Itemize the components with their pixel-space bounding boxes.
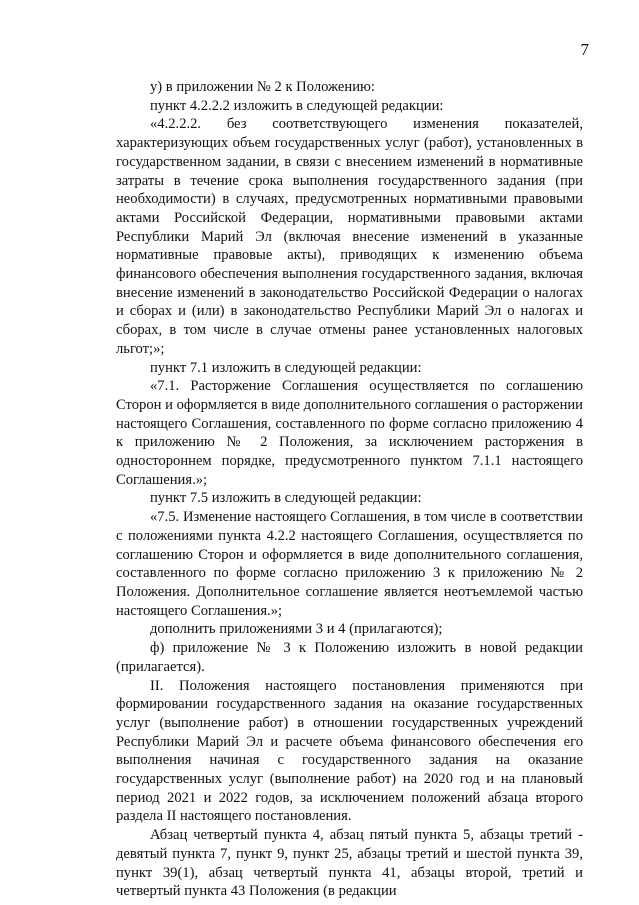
paragraph-item-7-1-text: «7.1. Расторжение Соглашения осуществляется по соглашению Сторон и оформляется в виде дополнительного соглашения о расторжении настоящего Соглашения, составленного по форме согласно приложению 4 к приложению № 2 Положения, за исключением расторжения в одностороннем порядке, предусмотренного пунктом 7.1.1 настоящего Соглашения.»; [116,378,583,488]
document-body [116,78,583,901]
paragraph-add-appendices: дополнить приложениями 3 и 4 (прилагаются); [150,621,443,638]
page-number: 7 [580,40,589,59]
paragraph-paragraphs-list: Абзац четвертый пункта 4, абзац пятый пункта 5, абзацы третий - девятый пункта 7, пункт 9, пункт 25, абзацы третий и шестой пункта 39, пункт 39(1), абзац четвертый пункта 41, абзацы второй, третий и четвертый пункта 43 Положения (в редакции [116,827,583,900]
paragraph-item-7-5-intro: пункт 7.5 изложить в следующей редакции: [150,490,422,507]
paragraph-section-ii: II. Положения настоящего постановления применяются при формировании государственного задания на оказание государственных услуг (выполнение работ) в отношении государственных учреждений Республики Марий Эл и расчете объема финансового обеспечения его выполнения начиная с государственного задания на оказание государственных услуг (выполнение работ) на 2020 год и на плановый период 2021 и 2022 годов, за исключением положений абзаца второго раздела II настоящего постановления. [116,677,583,825]
paragraph-item-4-2-2-2-intro: пункт 4.2.2.2 изложить в следующей редакции: [150,97,444,114]
paragraph-item-7-5-text: «7.5. Изменение настоящего Соглашения, в том числе в соответствии с положениями пункта 4.2.2 настоящего Соглашения, осуществляется по соглашению Сторон и оформляется в виде дополнительного соглашения, составленного по форме согласно приложению 3 к приложению № 2 Положения. Дополнительное соглашение является неотъемлемой частью настоящего Соглашения.»; [116,509,583,619]
paragraph-item-4-2-2-2-text: «4.2.2.2. без соответствующего изменения показателей, характеризующих объем государственных услуг (работ), установленных в государственном задании, в связи с внесением изменений в нормативные затраты в течение срока выполнения государственного задания (при необходимости) в случаях, предусмотренных нормативными правовыми актами Российской Федерации, нормативными правовыми актами Республики Марий Эл (включая внесение изменений в указанные нормативные правовые акты), приводящих к изменению объема финансового обеспечения выполнения государственного задания, включая внесение изменений в законодательство Российской Федерации о налогах и сборах и (или) в законодательство Республики Марий Эл о налогах и сборах, в том числе в случае отмены ранее установленных налоговых льгот;»; [116,116,583,357]
paragraph-appendix-3-new-edition: ф) приложение № 3 к Положению изложить в новой редакции (прилагается). [116,640,583,675]
paragraph-item-7-1-intro: пункт 7.1 изложить в следующей редакции: [150,359,422,376]
paragraph-appendix-2-intro: у) в приложении № 2 к Положению: [150,79,375,95]
